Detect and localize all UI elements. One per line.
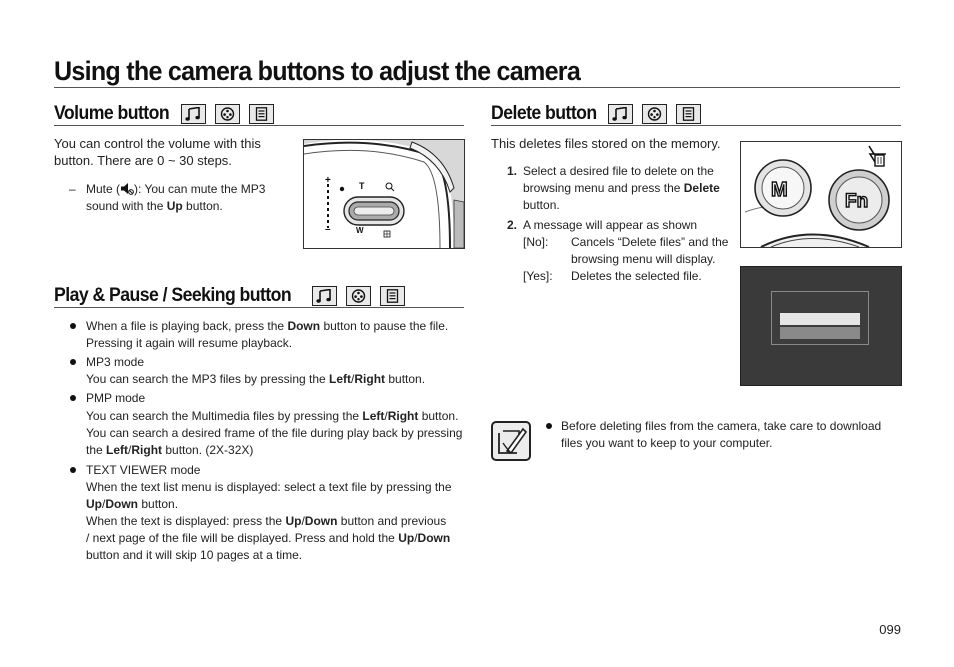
lcd-delete-dialog-screen — [740, 266, 902, 386]
text: button to pause the file. — [320, 319, 449, 333]
volume-divider — [54, 125, 464, 126]
no-option-key: [No]: — [523, 235, 549, 249]
up-key: Up — [398, 531, 415, 545]
text-viewer-mode-label: TEXT VIEWER mode — [86, 463, 201, 477]
mute-text-post: ): You can mute the MP3 — [134, 182, 266, 196]
down-key: Down — [417, 531, 451, 545]
right-key: Right — [387, 409, 419, 423]
page-number: 099 — [879, 622, 901, 637]
yes-option-key: [Yes]: — [523, 269, 553, 283]
mute-text-pre: Mute ( — [86, 182, 121, 196]
play-pause-heading — [54, 285, 405, 307]
text: / — [384, 409, 388, 423]
delete-heading — [491, 103, 701, 125]
delete-key: Delete — [683, 181, 720, 195]
delete-divider — [491, 125, 901, 126]
music-mode-icon — [608, 104, 633, 124]
movie-mode-icon — [642, 104, 667, 124]
zoom-plus-label: + — [325, 175, 331, 186]
step-1-line-3: button. — [523, 198, 560, 212]
up-key: Up — [285, 514, 302, 528]
yes-option-line-1: Deletes the selected file. — [571, 269, 702, 283]
text: button. — [385, 372, 426, 386]
volume-intro-line-2: button. There are 0 ~ 30 steps. — [54, 153, 232, 168]
text: You can search the Multimedia files by pressing the — [86, 409, 363, 423]
movie-mode-icon — [215, 104, 240, 124]
down-key: Down — [105, 497, 139, 511]
page-title: Using the camera buttons to adjust the camera — [54, 56, 581, 86]
text: / — [414, 531, 418, 545]
text: When the text is displayed: press the — [86, 514, 286, 528]
no-option-line-2: browsing menu will display. — [571, 252, 716, 266]
dialog-option-bar — [780, 313, 860, 325]
mute-description-line-2 — [86, 198, 223, 215]
volume-heading — [54, 103, 274, 125]
text-viewer-line-4 — [86, 530, 450, 547]
text-viewer-line-2 — [86, 496, 178, 513]
zoom-minus-label: – — [325, 224, 331, 235]
play-pause-heading-text: Play & Pause / Seeking button — [54, 285, 292, 306]
left-key: Left — [106, 443, 129, 457]
step-1-line-2 — [523, 180, 720, 197]
step-1-number: 1. — [507, 164, 518, 178]
text: button. (2X-32X) — [162, 443, 254, 457]
up-key: Up — [86, 497, 102, 511]
step-2-number: 2. — [507, 218, 518, 232]
text-viewer-mode-icon — [249, 104, 274, 124]
play-pause-divider — [54, 307, 464, 308]
text: / — [351, 372, 355, 386]
mute-line2-post: button. — [182, 199, 223, 213]
text: When a file is playing back, press the — [86, 319, 288, 333]
play-bullet-1-line-2: Pressing it again will resume playback. — [86, 336, 293, 350]
bullet-dot — [546, 423, 552, 429]
text: button and previous — [337, 514, 447, 528]
bullet-dot — [70, 395, 76, 401]
pmp-mode-line-2: You can search a desired frame of the file during play back by pressing — [86, 426, 463, 440]
movie-mode-icon — [346, 286, 371, 306]
play-bullet-1-line-1 — [86, 318, 448, 335]
text: You can search the MP3 files by pressing the — [86, 372, 330, 386]
m-button-label: M — [771, 179, 788, 201]
bullet-dot — [70, 467, 76, 473]
pmp-mode-line-3 — [86, 442, 253, 459]
fn-button-label: Fn — [845, 191, 869, 212]
mp3-mode-description — [86, 371, 425, 388]
zoom-tele-label: T — [359, 181, 365, 191]
down-key: Down — [287, 319, 321, 333]
mute-up-key: Up — [166, 199, 183, 213]
text-viewer-line-1: When the text list menu is displayed: select a text file by pressing the — [86, 480, 452, 494]
text-viewer-mode-icon — [676, 104, 701, 124]
text: browsing menu and press the — [523, 181, 684, 195]
note-line-2: files you want to keep to your computer. — [561, 436, 773, 450]
mp3-mode-label: MP3 mode — [86, 355, 145, 369]
right-key: Right — [131, 443, 163, 457]
bullet-dot — [70, 323, 76, 329]
text-viewer-mode-icon — [380, 286, 405, 306]
left-key: Left — [329, 372, 352, 386]
mute-dash: – — [69, 182, 76, 196]
text: button. — [418, 409, 459, 423]
zoom-lever-photo — [303, 139, 465, 249]
text: / — [301, 514, 305, 528]
text: / next page of the file will be displayed. Press and hold the — [86, 531, 399, 545]
text-viewer-line-3 — [86, 513, 446, 530]
dialog-option-bar-selected — [780, 327, 860, 339]
text: / — [128, 443, 132, 457]
zoom-wide-label: W — [356, 226, 364, 235]
text: button. — [138, 497, 179, 511]
delete-button-photo — [740, 141, 902, 248]
pmp-mode-label: PMP mode — [86, 391, 146, 405]
no-option-line-1: Cancels “Delete files” and the — [571, 235, 729, 249]
music-mode-icon — [312, 286, 337, 306]
volume-heading-text: Volume button — [54, 103, 170, 124]
delete-intro: This deletes files stored on the memory. — [491, 136, 721, 151]
note-line-1: Before deleting files from the camera, take care to download — [561, 419, 882, 433]
left-key: Left — [362, 409, 385, 423]
volume-intro-line-1: You can control the volume with this — [54, 136, 261, 151]
pmp-mode-line-1 — [86, 408, 458, 425]
step-1-line-1: Select a desired file to delete on the — [523, 164, 714, 178]
note-icon — [491, 421, 531, 461]
bullet-dot — [70, 359, 76, 365]
text: the — [86, 443, 107, 457]
text: / — [102, 497, 106, 511]
delete-heading-text: Delete button — [491, 103, 597, 124]
right-key: Right — [354, 372, 386, 386]
title-divider — [54, 87, 900, 88]
step-2-line-1: A message will appear as shown — [523, 218, 698, 232]
text-viewer-line-5: button and it will skip 10 pages at a time. — [86, 548, 303, 562]
down-key: Down — [304, 514, 338, 528]
mute-line2-pre: sound with the — [86, 199, 167, 213]
music-mode-icon — [181, 104, 206, 124]
